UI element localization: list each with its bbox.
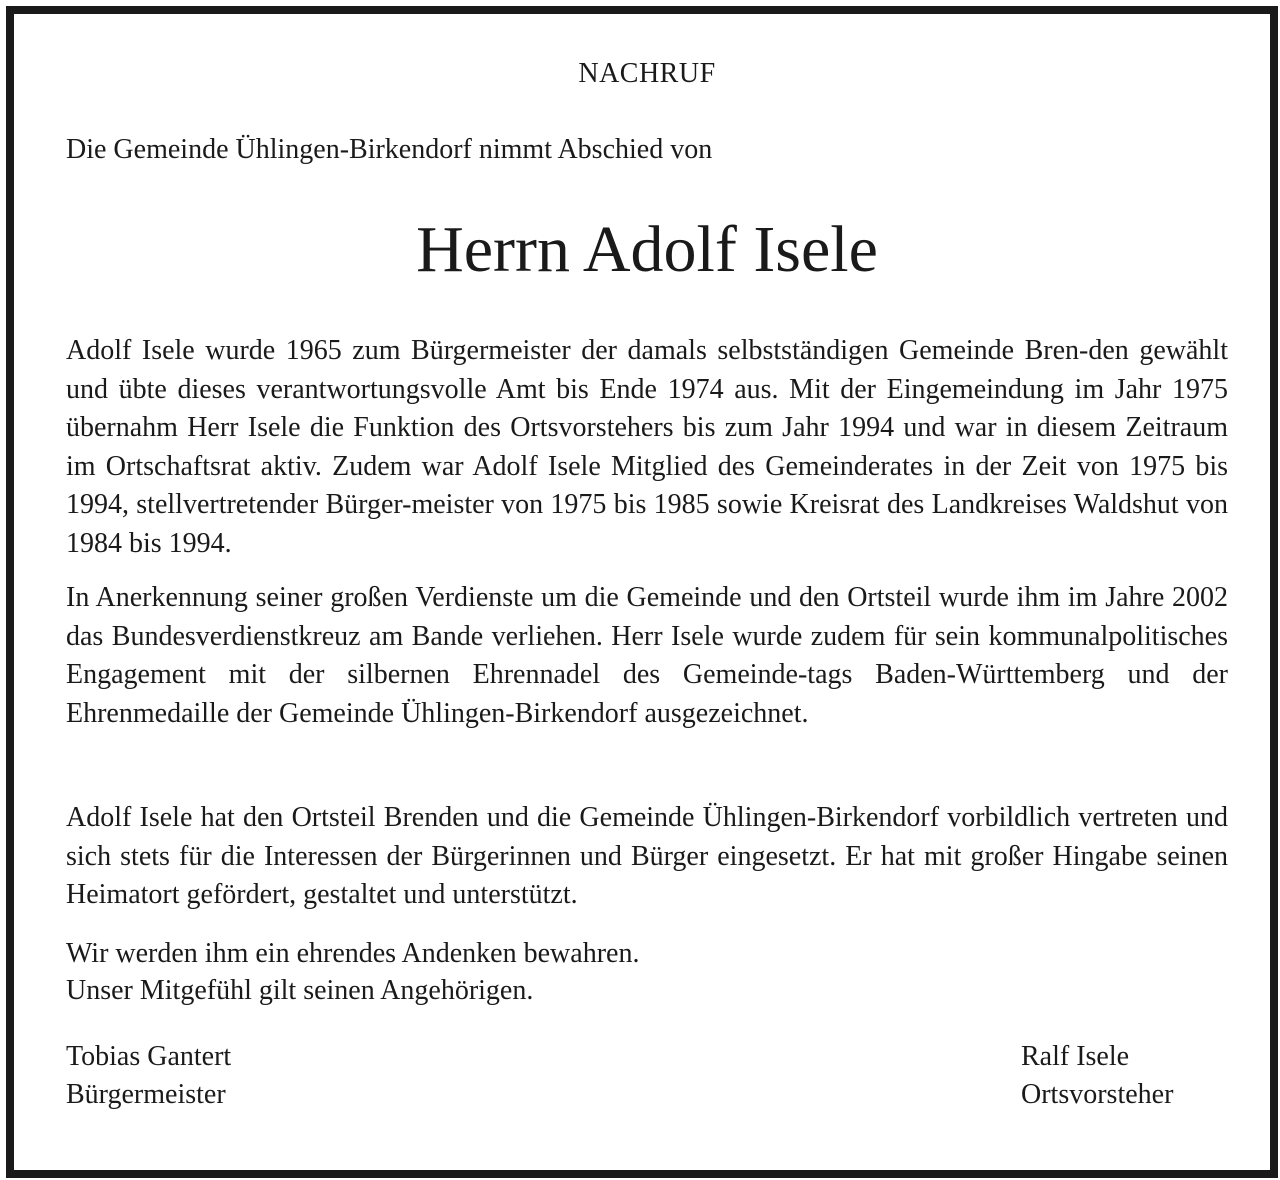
signature-right-name: Ralf Isele: [1021, 1041, 1130, 1072]
signature-left-title: Bürgermeister: [66, 1079, 226, 1110]
closing-line-1: Wir werden ihm ein ehrendes Andenken bewahren.: [66, 938, 640, 969]
closing-text: [66, 935, 639, 1009]
signature-left-name: Tobias Gantert: [66, 1041, 232, 1072]
intro-line: Die Gemeinde Ühlingen-Birkendorf nimmt Abschied von: [66, 134, 713, 165]
signature-left: [66, 1038, 231, 1114]
paragraph-honors: In Anerkennung seiner großen Verdienste um die Gemeinde und den Ortsteil wurde ihm im Jahre 2002 das Bundesverdienstkreuz am Bande verliehen. Herr Isele wurde zudem für sein kommunalpolitisches Engagement mit der silbernen Ehrennadel des Gemeinde-tags Baden-Württemberg und der Ehrenmedaille der Gemeinde Ühlingen-Birkendorf ausgezeichnet.: [66, 582, 1228, 729]
signature-right-title: Ortsvorsteher: [1021, 1079, 1174, 1110]
obituary-heading: NACHRUF: [578, 58, 716, 89]
deceased-name: Herrn Adolf Isele: [416, 213, 878, 286]
paragraph-career: Adolf Isele wurde 1965 zum Bürgermeister der damals selbstständigen Gemeinde Bren-den gewählt und übte dieses verantwortungsvolle Amt bis Ende 1974 aus. Mit der Eingemeindung im Jahr 1975 übernahm Herr Isele die Funktion des Ortsvorstehers bis zum Jahr 1994 und war in diesem Zeitraum im Ortschaftsrat aktiv. Zudem war Adolf Isele Mitglied des Gemeinderates in der Zeit von 1975 bis 1994, stellvertretender Bürger-meister von 1975 bis 1985 sowie Kreisrat des Landkreises Waldshut von 1984 bis 1994.: [66, 335, 1228, 559]
obituary-frame: [6, 6, 1278, 1178]
signature-right: [1021, 1038, 1173, 1114]
paragraph-tribute: Adolf Isele hat den Ortsteil Brenden und die Gemeinde Ühlingen-Birkendorf vorbildlich vertreten und sich stets für die Interessen der Bürgerinnen und Bürger eingesetzt. Er hat mit großer Hingabe seinen Heimatort gefördert, gestaltet und unterstützt.: [66, 802, 1228, 910]
closing-line-2: Unser Mitgefühl gilt seinen Angehörigen.: [66, 975, 534, 1006]
